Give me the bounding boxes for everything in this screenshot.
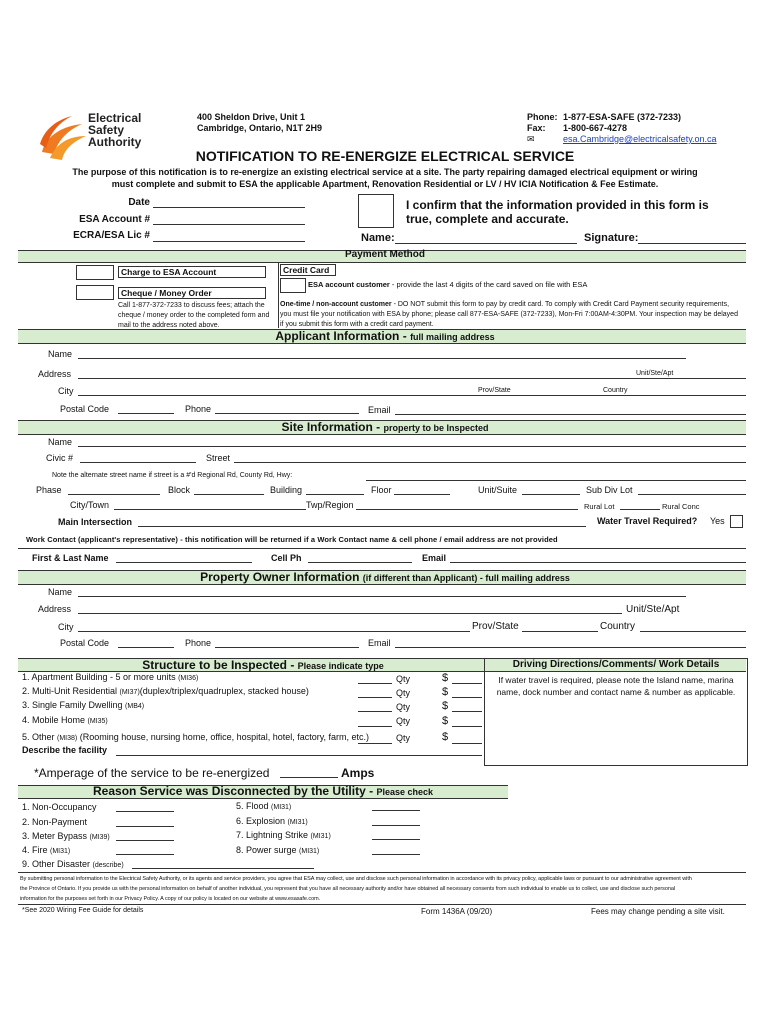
work-cell-label: Cell Ph: [271, 553, 302, 563]
applicant-header: Applicant Information -: [275, 329, 411, 343]
logo-line-2: Safety: [88, 123, 125, 137]
site-building-label: Building: [270, 485, 303, 495]
owner-subheader: (if different than Applicant) - full mailing address: [362, 573, 570, 583]
owner-prov-field[interactable]: [522, 631, 598, 632]
reason-other-disaster: 9. Other Disaster (describe): [22, 859, 124, 869]
dollar-label-5: $: [442, 731, 449, 743]
purpose-line-2: must complete and submit to ESA the applicable Apartment, Renovation Residential or LV / HV ICIA Notification & Fee Estimate.: [111, 179, 659, 189]
credit-card-label: Credit Card: [280, 264, 336, 276]
site-subdiv-field[interactable]: [638, 494, 746, 495]
esa-account-field[interactable]: [153, 224, 305, 225]
applicant-email-field[interactable]: [395, 414, 746, 415]
structure-header: Structure to be Inspected -: [142, 658, 298, 672]
address-line-2: Cambridge, Ontario, N1T 2H9: [197, 123, 323, 133]
amperage-label: *Amperage of the service to be re-energized: [34, 766, 270, 780]
dollar-label-2: $: [442, 686, 449, 698]
work-name-field[interactable]: [116, 562, 252, 563]
confirm-line-2: true, complete and accurate.: [406, 212, 569, 226]
fax-label: Fax:: [527, 123, 546, 133]
amps-label: Amps: [341, 766, 375, 780]
dollar-label-1: $: [442, 672, 449, 684]
site-header: Site Information -: [281, 420, 384, 434]
name-field[interactable]: [395, 243, 577, 244]
fax-value: 1-800-667-4278: [563, 123, 628, 133]
describe-facility-label: Describe the facility: [22, 745, 108, 755]
qty-field-1[interactable]: [358, 683, 392, 684]
describe-facility-field[interactable]: [116, 755, 482, 756]
water-travel-checkbox[interactable]: [730, 515, 743, 528]
work-contact-divider: [18, 548, 746, 549]
applicant-city-field[interactable]: [78, 395, 746, 396]
qty-label-1: Qty: [396, 674, 411, 684]
footer-fees-note: Fees may change pending a site visit.: [591, 907, 725, 916]
reason-meter-bypass: 3. Meter Bypass (MI39): [22, 831, 110, 841]
owner-phone-field[interactable]: [215, 647, 359, 648]
owner-address-label: Address: [38, 604, 72, 614]
onetime-label: One-time / non-account customer: [280, 301, 392, 308]
site-rural-conc-label: Rural Conc: [662, 502, 700, 511]
charge-esa-label: Charge to ESA Account: [118, 266, 266, 278]
site-twp-field[interactable]: [356, 509, 578, 510]
site-street-field[interactable]: [234, 462, 746, 463]
ecra-label: ECRA/ESA Lic #: [73, 230, 150, 241]
esa-customer-text: - provide the last 4 digits of the card saved on file with ESA: [389, 280, 588, 289]
fee-field-5[interactable]: [452, 743, 482, 744]
name-label: Name:: [361, 232, 395, 244]
structure-item-3: 3. Single Family Dwelling (MB4): [22, 700, 145, 710]
site-block-field[interactable]: [194, 494, 264, 495]
cheque-note-3: mail to the address noted above.: [118, 322, 220, 329]
site-phase-field[interactable]: [68, 494, 160, 495]
reason-power-surge: 8. Power surge (MI31): [236, 845, 320, 855]
amperage-field[interactable]: [280, 777, 338, 778]
phone-value: 1-877-ESA-SAFE (372-7233): [563, 112, 682, 122]
applicant-phone-field[interactable]: [215, 413, 359, 414]
cheque-label: Cheque / Money Order: [118, 287, 266, 299]
qty-field-2[interactable]: [358, 697, 392, 698]
privacy-line-3: information for the purposes set forth in our Privacy Policy. A copy of our policy is located on our website at www.esasafe.com.: [20, 896, 321, 902]
reason-meter-bypass-field[interactable]: [116, 840, 174, 841]
site-street-label: Street: [206, 453, 231, 463]
applicant-name-label: Name: [48, 349, 73, 359]
applicant-prov-label: Prov/State: [478, 387, 511, 394]
site-building-field[interactable]: [306, 494, 364, 495]
site-subheader: property to be Inspected: [383, 423, 489, 433]
water-travel-yes-label: Yes: [710, 516, 725, 526]
qty-label-2: Qty: [396, 688, 411, 698]
site-twp-label: Twp/Region: [306, 500, 354, 510]
site-floor-label: Floor: [371, 485, 392, 495]
site-subdiv-label: Sub Div Lot: [586, 485, 633, 495]
applicant-city-label: City: [58, 386, 74, 396]
dollar-label-4: $: [442, 715, 449, 727]
reason-non-occupancy-field[interactable]: [116, 811, 174, 812]
reason-other-disaster-field[interactable]: [132, 868, 314, 869]
structure-subheader: Please indicate type: [297, 661, 384, 671]
applicant-address-label: Address: [38, 369, 72, 379]
reason-flood-field[interactable]: [372, 810, 420, 811]
applicant-email-label: Email: [368, 405, 391, 415]
reason-non-payment: 2. Non-Payment: [22, 817, 88, 827]
confirm-line-1: I confirm that the information provided in this form is: [406, 198, 709, 212]
qty-label-3: Qty: [396, 702, 411, 712]
qty-label-5: Qty: [396, 733, 411, 743]
reason-lightning-field[interactable]: [372, 839, 420, 840]
owner-email-field[interactable]: [395, 647, 746, 648]
reason-explosion: 6. Explosion (MI31): [236, 816, 308, 826]
site-alternate-field[interactable]: [366, 480, 746, 481]
footer-form-number: Form 1436A (09/20): [421, 907, 493, 916]
footer-fee-guide: *See 2020 Wiring Fee Guide for details: [22, 907, 144, 914]
owner-name-field[interactable]: [78, 596, 686, 597]
reason-fire: 4. Fire (MI31): [22, 845, 71, 855]
onetime-text-2: you must file your notification with ESA by phone; please call 877-ESA-SAFE (372-7233), Mon-Fri 7:00AM-4:30PM. Your inspection may be delayed: [280, 311, 738, 318]
confirm-checkbox[interactable]: [358, 194, 394, 228]
applicant-subheader: full mailing address: [410, 332, 495, 342]
structure-item-5: 5. Other (MI38) (Rooming house, nursing home, office, hospital, hotel, factory, farm, etc.): [22, 732, 370, 742]
address-line-1: 400 Sheldon Drive, Unit 1: [197, 112, 306, 122]
site-rural-lot-field[interactable]: [620, 509, 660, 510]
site-name-field[interactable]: [78, 446, 746, 447]
cheque-note-2: cheque / money order to the completed form and: [118, 312, 270, 319]
privacy-line-2: the Province of Ontario. If you provide us with the personal information on behalf of another individual, you represent that you have all necessary authority and/or have obtained all necessary consents from such individual to enable us to collect, use and disclose such personal: [20, 886, 676, 892]
signature-label: Signature:: [584, 232, 639, 244]
owner-postal-label: Postal Code: [60, 638, 110, 648]
reason-flood: 5. Flood (MI31): [236, 801, 292, 811]
owner-name-label: Name: [48, 587, 73, 597]
applicant-name-field[interactable]: [78, 358, 686, 359]
site-name-label: Name: [48, 437, 73, 447]
credit-card-digits-box[interactable]: [280, 278, 306, 293]
owner-city-field[interactable]: [78, 631, 470, 632]
owner-city-label: City: [58, 622, 74, 632]
site-block-label: Block: [168, 485, 191, 495]
applicant-address-field[interactable]: [78, 378, 746, 379]
reason-non-occupancy: 1. Non-Occupancy: [22, 802, 97, 812]
site-city-label: City/Town: [70, 500, 110, 510]
logo-line-1: Electrical: [88, 111, 142, 125]
structure-item-2: 2. Multi-Unit Residential (MI37)(duplex/triplex/quadruplex, stacked house): [22, 686, 309, 696]
owner-country-label: Country: [600, 621, 636, 632]
onetime-text-3: if you submit this form with a credit card payment.: [280, 321, 434, 328]
reason-lightning: 7. Lightning Strike (MI31): [236, 830, 331, 840]
site-alternate-note: Note the alternate street name if street is a #'d Regional Rd, County Rd, Hwy:: [52, 472, 293, 479]
site-civic-field[interactable]: [80, 462, 196, 463]
structure-item-1: 1. Apartment Building - 5 or more units (MI36): [22, 672, 199, 682]
esa-customer-label: ESA account customer: [308, 280, 390, 289]
qty-field-4[interactable]: [358, 726, 392, 727]
work-email-label: Email: [422, 553, 447, 563]
fee-field-2[interactable]: [452, 697, 482, 698]
work-cell-field[interactable]: [308, 562, 412, 563]
reason-header: Reason Service was Disconnected by the Utility -: [93, 784, 377, 798]
fee-field-3[interactable]: [452, 711, 482, 712]
owner-address-field[interactable]: [78, 613, 622, 614]
date-label: Date: [128, 197, 150, 208]
fee-field-1[interactable]: [452, 683, 482, 684]
owner-email-label: Email: [368, 638, 391, 648]
esa-email-link[interactable]: esa.Cambridge@electricalsafety.on.ca: [563, 134, 717, 144]
site-unit-label: Unit/Suite: [478, 485, 518, 495]
site-main-intersection-field[interactable]: [138, 526, 586, 527]
purpose-line-1: The purpose of this notification is to re-energize an existing electrical service at a site. The party repairing damaged electrical equipment or wiring: [72, 167, 698, 177]
cheque-note-1: Call 1-877-372-7233 to discuss fees; attach the: [118, 302, 265, 309]
site-floor-field[interactable]: [394, 494, 450, 495]
site-city-field[interactable]: [114, 509, 306, 510]
site-phase-label: Phase: [36, 485, 62, 495]
cheque-checkbox[interactable]: [76, 285, 114, 300]
owner-header: Property Owner Information: [200, 570, 363, 584]
applicant-postal-field[interactable]: [118, 413, 174, 414]
directions-note-1: If water travel is required, please note the Island name, marina: [498, 675, 734, 685]
qty-label-4: Qty: [396, 716, 411, 726]
owner-postal-field[interactable]: [118, 647, 174, 648]
charge-esa-checkbox[interactable]: [76, 265, 114, 280]
logo-line-3: Authority: [88, 135, 142, 149]
ecra-field[interactable]: [153, 241, 305, 242]
site-civic-label: Civic #: [46, 453, 74, 463]
signature-field[interactable]: [638, 243, 746, 244]
owner-phone-label: Phone: [185, 638, 212, 648]
privacy-top-rule: [18, 872, 746, 873]
qty-field-5[interactable]: [358, 743, 392, 744]
esa-account-label: ESA Account #: [79, 214, 150, 225]
site-rural-lot-label: Rural Lot: [584, 502, 615, 511]
date-field[interactable]: [153, 207, 305, 208]
site-main-intersection-label: Main Intersection: [58, 517, 133, 527]
structure-item-4: 4. Mobile Home (MI35): [22, 715, 108, 725]
phone-label: Phone:: [527, 112, 558, 122]
water-travel-label: Water Travel Required?: [597, 516, 698, 526]
email-icon: ✉: [527, 134, 535, 144]
applicant-postal-label: Postal Code: [60, 404, 110, 414]
privacy-line-1: By submitting personal information to the Electrical Safety Authority, or its agents and service providers, you agree that ESA may collect, use and disclose such personal information in accordance with its privacy policy, applicable laws or pursuant to our administrative agreement with: [20, 876, 692, 882]
owner-unit-label: Unit/Ste/Apt: [626, 604, 680, 615]
directions-header: Driving Directions/Comments/ Work Details: [512, 659, 720, 670]
applicant-unit-label: Unit/Ste/Apt: [636, 370, 674, 377]
reason-power-surge-field[interactable]: [372, 854, 420, 855]
applicant-country-label: Country: [603, 387, 628, 394]
privacy-bottom-rule: [18, 904, 746, 905]
work-email-field[interactable]: [450, 562, 746, 563]
reason-explosion-field[interactable]: [372, 825, 420, 826]
form-title: NOTIFICATION TO RE-ENERGIZE ELECTRICAL SERVICE: [195, 148, 575, 164]
site-unit-field[interactable]: [522, 494, 580, 495]
payment-header: Payment Method: [344, 249, 425, 260]
reason-fire-field[interactable]: [116, 854, 174, 855]
owner-prov-label: Prov/State: [472, 621, 519, 632]
fee-field-4[interactable]: [452, 726, 482, 727]
onetime-text-1: - DO NOT submit this form to pay by credit card. To comply with Credit Card Payment security requirements,: [391, 301, 730, 308]
owner-country-field[interactable]: [640, 631, 746, 632]
dollar-label-3: $: [442, 700, 449, 712]
applicant-phone-label: Phone: [185, 404, 212, 414]
work-name-label: First & Last Name: [32, 553, 109, 563]
payment-divider: [278, 262, 279, 328]
work-contact-header: Work Contact (applicant's representative) - this notification will be returned if a Work Contact name & cell phone / email address are not provided: [26, 535, 558, 544]
reason-subheader: Please check: [376, 787, 433, 797]
reason-non-payment-field[interactable]: [116, 826, 174, 827]
directions-note-2: name, dock number and contact name & number as applicable.: [496, 687, 736, 697]
qty-field-3[interactable]: [358, 711, 392, 712]
